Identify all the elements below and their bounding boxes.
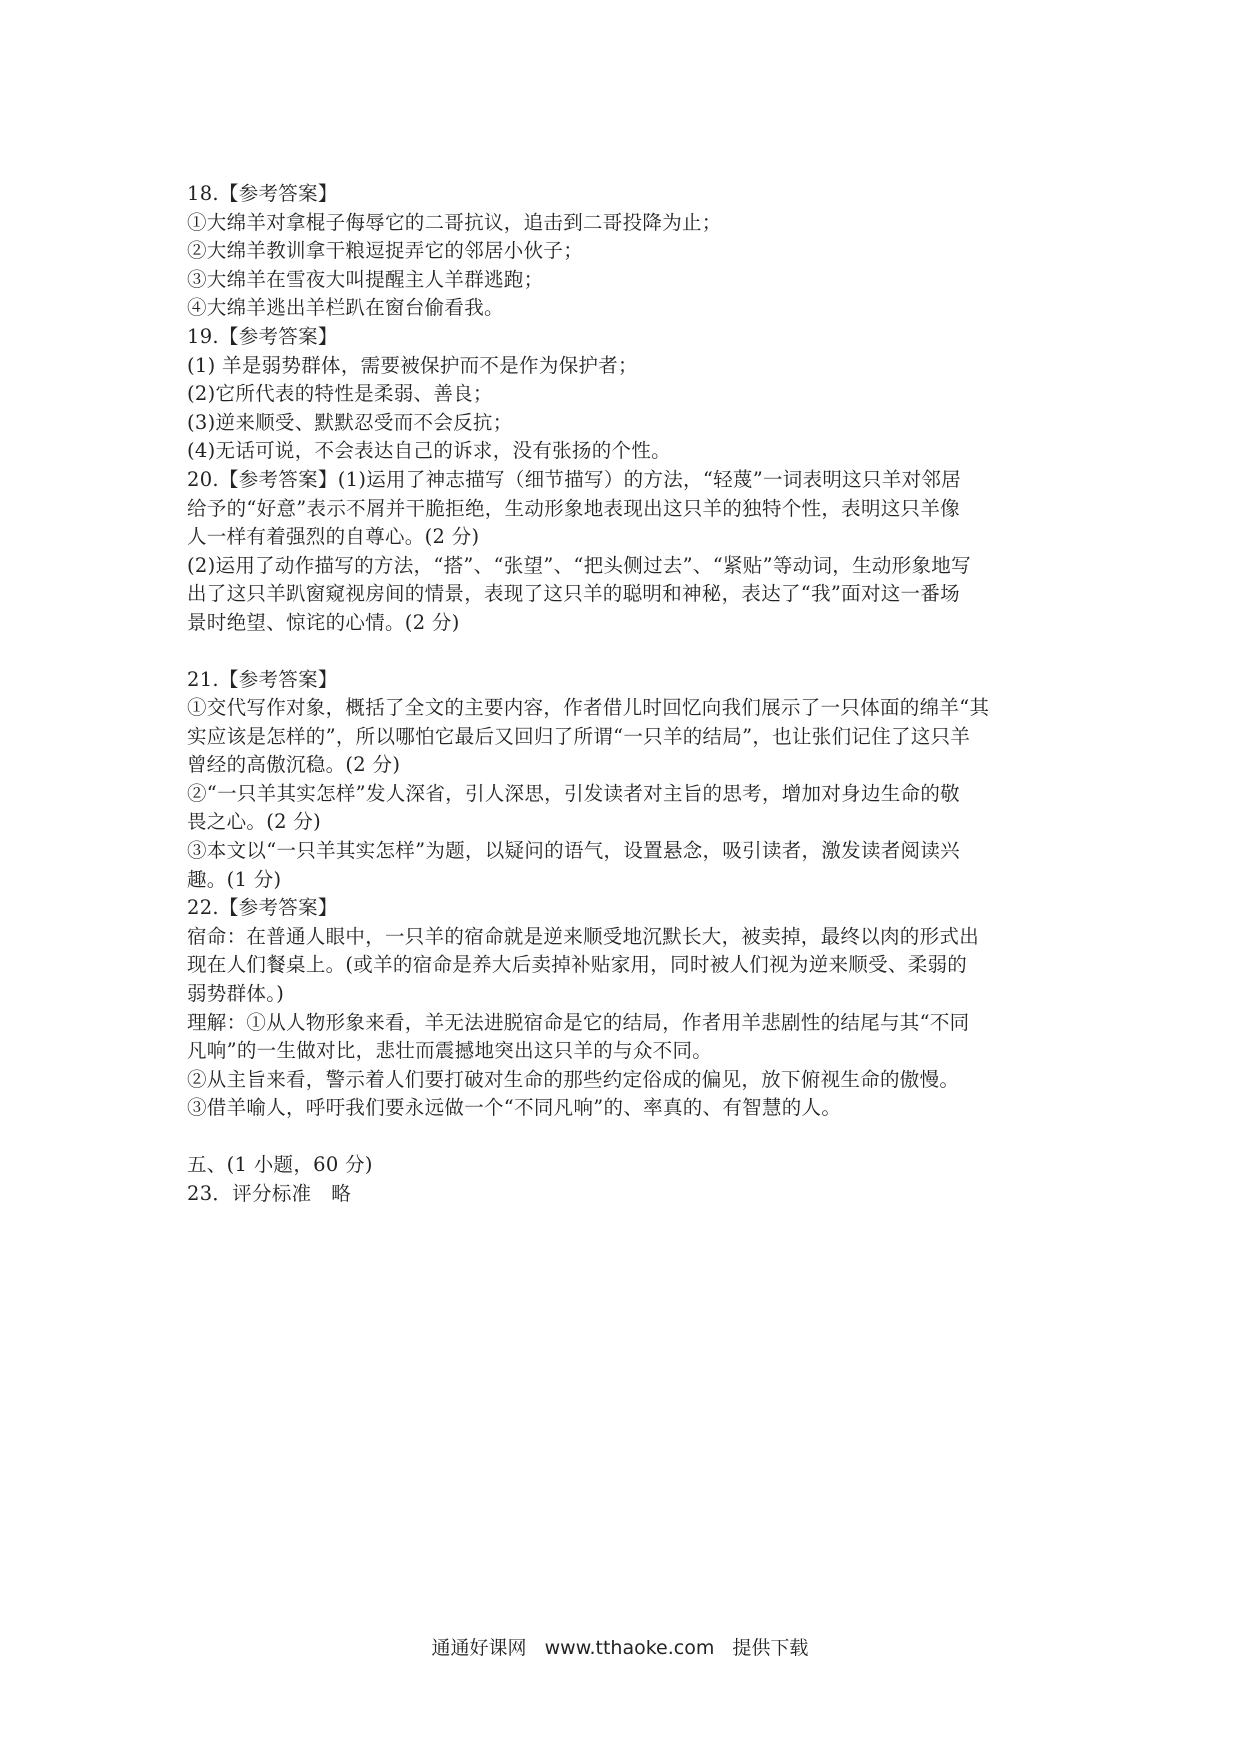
section-heading: 五、(1 小题，60 分) bbox=[187, 1153, 373, 1176]
question-19-answer bbox=[187, 323, 1067, 466]
answer-line: ③本文以“一只羊其实怎样”为题，以疑问的语气，设置悬念，吸引读者，激发读者阅读兴 bbox=[187, 839, 960, 863]
answer-line: ①交代写作对象，概括了全文的主要内容，作者借儿时回忆向我们展示了一只体面的绵羊“其 bbox=[187, 696, 990, 720]
answer-line: 人一样有着强烈的自尊心。(2 分) bbox=[187, 525, 480, 549]
footer-url: www.tthaoke.com bbox=[544, 1637, 715, 1659]
blank-spacer bbox=[187, 1123, 1067, 1151]
answer-line: ④大绵羊逃出羊栏趴在窗台偷看我。 bbox=[187, 296, 504, 320]
answer-line: (1) 羊是弱势群体，需要被保护而不是作为保护者； bbox=[187, 353, 638, 377]
answer-line: ②“一只羊其实怎样”发人深省，引人深思，引发读者对主旨的思考，增加对身边生命的敬 bbox=[187, 781, 960, 805]
answer-line: 实应该是怎样的”，所以哪怕它最后又回归了所谓“一只羊的结局”，也让张们记住了这只羊 bbox=[187, 724, 971, 748]
answer-line: 理解：①从人物形象来看，羊无法进脱宿命是它的结局，作者用羊悲剧性的结尾与其“不同 bbox=[187, 1010, 970, 1034]
answer-key bbox=[187, 180, 1067, 1208]
answer-line: 出了这只羊趴窗窥视房间的情景，表现了这只羊的聪明和神秘，表达了“我”面对这一番场 bbox=[187, 582, 960, 606]
question-heading: 18.【参考答案】 bbox=[187, 182, 338, 205]
answer-line: 景时绝望、惊诧的心情。(2 分) bbox=[187, 610, 460, 634]
question-heading: 21.【参考答案】 bbox=[187, 667, 338, 691]
answer-line: ②大绵羊教训拿干粮逗捉弄它的邻居小伙子； bbox=[187, 239, 584, 263]
answer-line: 现在人们餐桌上。(或羊的宿命是养大后卖掉补贴家用，同时被人们视为逆来顺受、柔弱的 bbox=[187, 953, 968, 977]
answer-line: (2)运用了动作描写的方法，“搭”、“张望”、“把头侧过去”、“紧贴”等动词，生动形象地写 bbox=[187, 553, 971, 577]
answer-line: ③大绵羊在雪夜大叫提醒主人羊群逃跑； bbox=[187, 267, 544, 291]
question-heading: 22.【参考答案】 bbox=[187, 896, 338, 920]
answer-line: ①大绵羊对拿棍子侮辱它的二哥抗议，追击到二哥投降为止； bbox=[187, 210, 722, 234]
answer-line: (4)无话可说，不会表达自己的诉求，没有张扬的个性。 bbox=[187, 439, 671, 463]
answer-line: 20.【参考答案】(1)运用了神志描写（细节描写）的方法，“轻蔑”一词表明这只羊对邻居 bbox=[187, 467, 961, 491]
question-18-answer bbox=[187, 180, 1067, 323]
answer-line: 曾经的高傲沉稳。(2 分) bbox=[187, 753, 401, 777]
answer-line: ②从主旨来看，警示着人们要打破对生命的那些约定俗成的偏见，放下俯视生命的傲慢。 bbox=[187, 1067, 960, 1091]
question-20-answer bbox=[187, 466, 1067, 638]
answer-line: (3)逆来顺受、默默忍受而不会反抗； bbox=[187, 410, 513, 434]
download-footer bbox=[0, 1635, 1240, 1661]
question-heading: 19.【参考答案】 bbox=[187, 324, 338, 348]
answer-line: 趣。(1 分) bbox=[187, 867, 282, 891]
question-23-answer: 23．评分标准 略 bbox=[187, 1181, 352, 1205]
question-22-answer bbox=[187, 894, 1067, 1123]
footer-site-name: 通通好课网 bbox=[431, 1637, 527, 1659]
blank-spacer bbox=[187, 638, 1067, 666]
footer-suffix: 提供下载 bbox=[732, 1637, 809, 1659]
answer-line: 凡响”的一生做对比，悲壮而震撼地突出这只羊的与众不同。 bbox=[187, 1039, 713, 1063]
answer-line: (2)它所代表的特性是柔弱、善良； bbox=[187, 382, 493, 406]
answer-line: 宿命：在普通人眼中，一只羊的宿命就是逆来顺受地沉默长大，被卖掉，最终以肉的形式出 bbox=[187, 924, 980, 948]
section-5 bbox=[187, 1151, 1067, 1208]
answer-line: ③借羊喻人，呼吁我们要永远做一个“不同凡响”的、率真的、有智慧的人。 bbox=[187, 1096, 842, 1120]
answer-line: 弱势群体。) bbox=[187, 982, 285, 1006]
question-21-answer bbox=[187, 666, 1067, 895]
answer-line: 畏之心。(2 分) bbox=[187, 810, 322, 834]
answer-line: 给予的“好意”表示不屑并干脆拒绝，生动形象地表现出这只羊的独特个性，表明这只羊像 bbox=[187, 496, 960, 520]
